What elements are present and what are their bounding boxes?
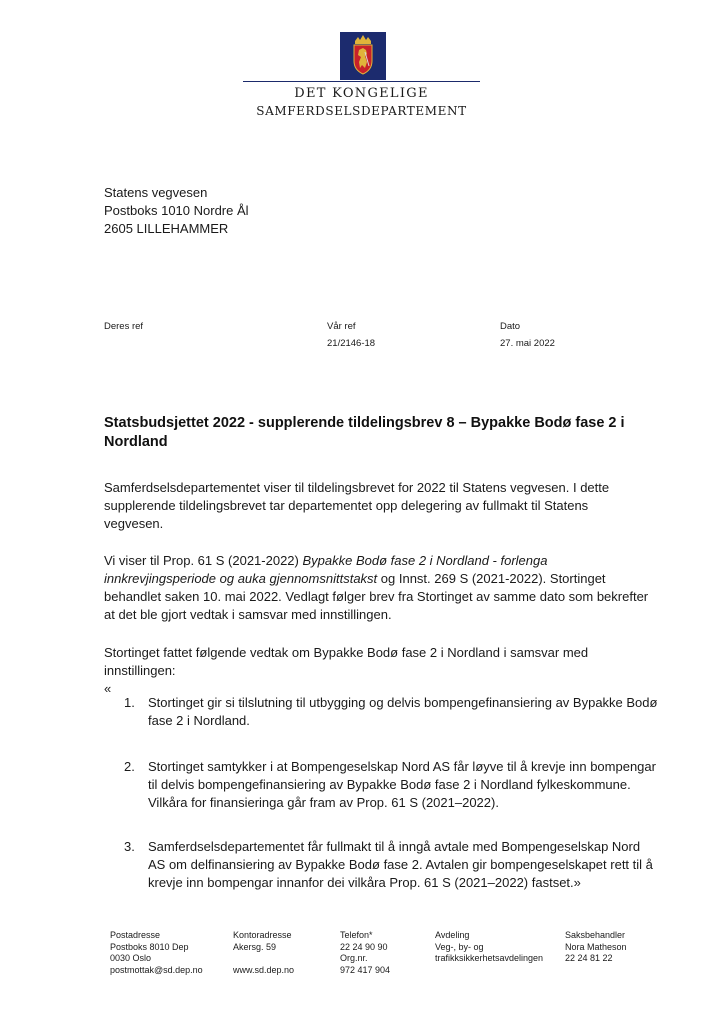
department-name-line2: SAMFERDSELSDEPARTEMENT bbox=[256, 104, 467, 118]
letter-title: Statsbudsjettet 2022 - supplerende tildelingsbrev 8 – Bypakke Bodø fase 2 i Nordland bbox=[104, 415, 625, 450]
list-item-text: Stortinget gir si tilslutning til utbygging og delvis bompengefinansiering av Bypakke Bodø fase 2 i Nordland. bbox=[148, 695, 658, 728]
paragraph-2-end: og Innst. 269 S (2021-2022). Stortinget behandlet saken 10. mai 2022. Vedlagt følger brev fra Stortinget av samme dato som bekrefter at det ble gjort vedtak i samsvar med innstillingen. bbox=[104, 571, 649, 622]
footer-label: Saksbehandler bbox=[565, 930, 626, 940]
recipient-city: 2605 LILLEHAMMER bbox=[104, 221, 229, 236]
footer-value: Veg-, by- og bbox=[435, 941, 484, 952]
footer-label: Telefon* bbox=[340, 930, 373, 940]
footer-kontoradresse bbox=[233, 930, 294, 976]
footer-label: Kontoradresse bbox=[233, 930, 292, 940]
footer-value: 972 417 904 bbox=[340, 964, 391, 975]
var-ref-value: 21/2146-18 bbox=[327, 338, 376, 349]
footer-value: Org.nr. bbox=[340, 953, 368, 963]
footer-value: 0030 Oslo bbox=[110, 953, 152, 963]
footer-value: trafikksikkerhetsavdelingen bbox=[435, 953, 544, 963]
coat-of-arms-lion-icon bbox=[340, 32, 386, 80]
recipient-name: Statens vegvesen bbox=[104, 185, 208, 200]
footer-telefon bbox=[340, 930, 390, 976]
footer-saksbehandler bbox=[565, 930, 627, 965]
deres-ref-label: Deres ref bbox=[104, 321, 144, 332]
footer-value: 22 24 90 90 bbox=[340, 941, 388, 952]
footer-value: Nora Matheson bbox=[565, 941, 627, 952]
department-name-line1: DET KONGELIGE bbox=[294, 86, 429, 101]
letterhead-rule bbox=[243, 81, 480, 82]
footer-website[interactable]: www.sd.dep.no bbox=[233, 964, 295, 975]
var-ref bbox=[327, 318, 375, 352]
paragraph-2 bbox=[104, 552, 649, 624]
letterhead-logo bbox=[0, 32, 725, 85]
dato bbox=[500, 318, 555, 352]
list-item-text: Stortinget samtykker i at Bompengeselskap Nord AS får løyve til å krevje inn bompengar til delvis bompengefinansiering av Bypakke Bodø fase 2 i Nordland fylkeskommune. Vilkåra for finansieringa går fram av Prop. 61 S (2021–2022). bbox=[148, 759, 656, 810]
footer-postadresse bbox=[110, 930, 203, 976]
recipient-address bbox=[104, 184, 249, 238]
list-item-number: 2. bbox=[124, 759, 135, 774]
footer-value: Akersg. 59 bbox=[233, 941, 277, 952]
paragraph-3 bbox=[104, 644, 649, 698]
footer-value: 22 24 81 22 bbox=[565, 953, 613, 963]
footer-label: Avdeling bbox=[435, 930, 470, 940]
footer-value bbox=[233, 953, 294, 965]
footer-label: Postadresse bbox=[110, 930, 161, 940]
dato-label: Dato bbox=[500, 321, 521, 332]
deres-ref bbox=[104, 318, 143, 335]
list-item-text: Samferdselsdepartementet får fullmakt til å inngå avtale med Bompengeselskap Nord AS om delfinansiering av Bypakke Bodø fase 2. Avtalen gir bompengeselskapet rett til å krevje inn bompengar innanfor dei vilkåra Prop. 61 S (2021–2022) fastset.» bbox=[148, 839, 653, 890]
paragraph-1 bbox=[104, 479, 649, 533]
paragraph-3-text: Stortinget fattet følgende vedtak om Bypakke Bodø fase 2 i Nordland i samsvar med innstillingen: bbox=[104, 645, 589, 678]
dato-value: 27. mai 2022 bbox=[500, 338, 555, 349]
footer-email[interactable]: postmottak@sd.dep.no bbox=[110, 964, 203, 975]
recipient-street: Postboks 1010 Nordre Ål bbox=[104, 203, 249, 218]
footer-avdeling bbox=[435, 930, 543, 965]
var-ref-label: Vår ref bbox=[327, 321, 356, 332]
footer-value: Postboks 8010 Dep bbox=[110, 941, 189, 952]
quote-open-mark: « bbox=[104, 681, 112, 696]
list-item-number: 1. bbox=[124, 695, 135, 710]
proposition-title: Bypakke Bodø fase 2 i Nordland - forlenga innkrevjingsperiode og auka gjennomsnittstakst bbox=[104, 553, 548, 586]
paragraph-2-start: Vi viser til Prop. 61 S (2021-2022) bbox=[104, 553, 303, 568]
list-item-number: 3. bbox=[124, 839, 135, 854]
paragraph-1-text: Samferdselsdepartementet viser til tildelingsbrevet for 2022 til Statens vegvesen. I dette supplerende tildelingsbrevet tar departementet opp delegering av fullmakt til Statens vegvesen. bbox=[104, 480, 610, 531]
